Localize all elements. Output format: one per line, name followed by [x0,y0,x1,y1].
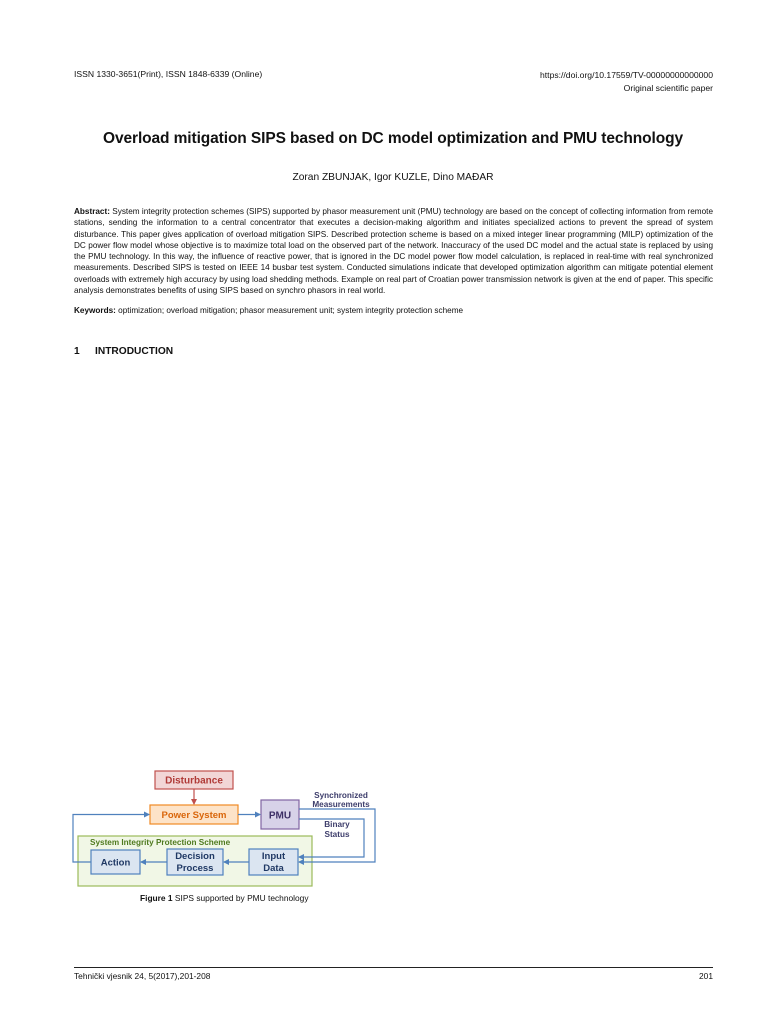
caption-text: SIPS supported by PMU technology [174,893,309,903]
power-system-label: Power System [161,810,227,821]
doi-header [540,69,713,94]
decision-label-line2: Process [176,863,214,874]
issn-header: ISSN 1330-3651(Print), ISSN 1848-6339 (Online) [74,69,263,79]
footer-rule [74,967,713,968]
section-title: INTRODUCTION [95,346,174,357]
abstract-text: System integrity protection schemes (SIPS) supported by phasor measurement unit (PMU) technology are based on the concept of collecting information from remote stations, sending the information to a central concentrator that executes a decision-making algorithm and initiates specialized actions to prevent the spread of system disturbance. This paper gives application of overload mitigation SIPS. Described protection scheme is based on a mixed integer linear programming (MILP) optimization of the DC power flow model whose objective is to maximize total load on the observed part of the network. Inaccuracy of the used DC model and the actual state is replaced by using the PMU technology. In this way, the influence of reactive power, that is ignored in the DC model power flow model calculation, is replaced in real-time with real synchronized measurements. Described SIPS is tested on IEEE 14 busbar test system. Conducted simulations indicate that developed optimization algorithm can mitigate potential element overloads with extremely high accuracy by using load shedding methods. Example on real part of Croatian power transmission network is given at the end of paper. This specific analysis demonstrates benefits of using SIPS based on synchro phasors in real world. [74,207,714,296]
abstract-label: Abstract: [74,207,110,216]
binary-label-line2: Status [324,830,350,839]
sync-label-line2: Measurements [312,800,370,809]
doi-link[interactable]: https://doi.org/10.17559/TV-00000000000000 [540,70,713,80]
sync-label-line1: Synchronized [314,791,368,800]
input-label-line1: Input [261,851,286,862]
page-number: 201 [699,971,713,981]
section-number: 1 [74,346,80,357]
paper-title: Overload mitigation SIPS based on DC model optimization and PMU technology [103,130,683,147]
paper-type: Original scientific paper [623,82,713,93]
section-heading [74,346,173,357]
binary-label-line1: Binary [324,820,350,829]
disturbance-label: Disturbance [165,775,223,787]
sips-diagram [70,766,380,891]
input-label-line2: Data [263,863,284,874]
abstract [74,206,713,296]
keywords-label: Keywords: [74,306,116,315]
keywords-text: optimization; overload mitigation; phasor measurement unit; system integrity protection scheme [118,306,464,315]
paper-authors: Zoran ZBUNJAK, Igor KUZLE, Dino MAĐAR [292,172,494,183]
figure-caption [140,893,309,903]
keywords [74,306,713,315]
pmu-label: PMU [268,810,292,822]
caption-label: Figure 1 [140,893,173,903]
journal-footer: Tehnički vjesnik 24, 5(2017),201-208 [74,971,211,981]
action-label: Action [100,857,131,869]
decision-label-line1: Decision [175,851,215,862]
sips-label: System Integrity Protection Scheme [90,838,231,847]
